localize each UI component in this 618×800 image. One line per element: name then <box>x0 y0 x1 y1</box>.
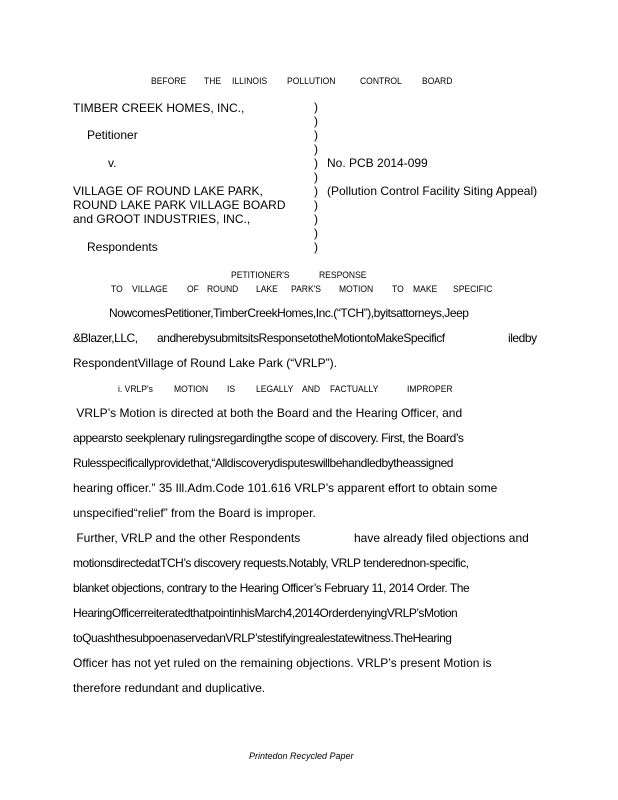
title-word: VILLAGE <box>132 284 168 294</box>
title-word: MAKE <box>413 284 438 294</box>
heading-word: BEFORE <box>151 76 187 86</box>
heading-word: ILLINOIS <box>232 76 268 86</box>
heading-word: BOARD <box>422 76 453 86</box>
body-line: unspecified“relief” from the Board is improper. <box>73 506 316 520</box>
heading-word: THE <box>204 76 222 86</box>
caption-paren: ) <box>314 114 318 128</box>
caption-paren: ) <box>314 128 318 142</box>
title-word: TO <box>111 284 123 294</box>
body-line: HearingOfficerreiteratedthatpointinhisMarch4,2014OrderdenyingVRLP’sMotion <box>73 606 458 620</box>
versus-label: v. <box>108 156 117 170</box>
title-word: RESPONSE <box>319 270 367 280</box>
title-word: SPECIFIC <box>453 284 493 294</box>
body-line: toQuashthesubpoenaservedanVRLP’stestifyingrealestatewitness.TheHearing <box>73 631 452 645</box>
body-line: Rulesspecificallyprovidethat,“Alldiscoverydisputeswillbehandledbytheassigned <box>73 456 454 470</box>
title-word: ROUND <box>207 284 239 294</box>
title-word: OF <box>187 284 199 294</box>
section-word: AND <box>302 384 321 394</box>
title-word: LAKE <box>256 284 278 294</box>
section-word: i. VRLP's <box>118 384 153 394</box>
section-word: LEGALLY <box>256 384 294 394</box>
body-line: have already filed objections and <box>354 531 529 545</box>
intro-line: RespondentVillage of Round Lake Park (“VRLP”). <box>73 356 337 370</box>
title-word: TO <box>392 284 404 294</box>
caption-paren: ) <box>314 212 318 226</box>
caption-paren: ) <box>314 156 318 170</box>
section-word: MOTION <box>174 384 209 394</box>
caption-paren: ) <box>314 100 318 114</box>
caption-paren: ) <box>314 240 318 254</box>
section-word: FACTUALLY <box>330 384 379 394</box>
body-line: Further, VRLP and the other Respondents <box>73 531 301 545</box>
body-line: blanket objections, contrary to the Hearing Officer’s February 11, 2014 Order. The <box>73 581 470 595</box>
respondent-line: and GROOT INDUSTRIES, INC., <box>73 212 251 226</box>
footer-text: Printedon Recycled Paper <box>249 751 354 761</box>
section-word: IS <box>227 384 236 394</box>
body-line: therefore redundant and duplicative. <box>73 681 266 695</box>
case-number: No. PCB 2014-099 <box>327 156 428 170</box>
caption-paren: ) <box>314 198 318 212</box>
caption-paren: ) <box>314 170 318 184</box>
caption-paren: ) <box>314 142 318 156</box>
intro-line: iledby <box>508 331 537 345</box>
intro-line: &Blazer,LLC, <box>73 331 138 345</box>
petitioner-label: Petitioner <box>87 128 138 142</box>
intro-line: andherebysubmitsitsResponsetotheMotiontoMakeSpecificf <box>157 331 445 345</box>
title-word: PARK'S <box>291 284 321 294</box>
caption-paren: ) <box>314 226 318 240</box>
body-line: appearsto seekplenary rulingsregardingthe scope of discovery. First, the Board’s <box>73 431 464 445</box>
body-line: hearing officer.” 35 Ill.Adm.Code 101.616 VRLP’s apparent effort to obtain some <box>73 481 498 495</box>
respondent-line: ROUND LAKE PARK VILLAGE BOARD <box>73 198 286 212</box>
caption-paren: ) <box>314 184 318 198</box>
heading-word: POLLUTION <box>287 76 336 86</box>
respondents-label: Respondents <box>87 240 158 254</box>
body-line: VRLP’s Motion is directed at both the Board and the Hearing Officer, and <box>73 406 463 420</box>
case-type: (Pollution Control Facility Siting Appeal) <box>327 184 538 198</box>
title-word: MOTION <box>339 284 374 294</box>
heading-word: CONTROL <box>360 76 402 86</box>
body-line: motionsdirectedatTCH’s discovery requests.Notably, VRLP tenderednon-specific, <box>73 556 469 570</box>
respondent-line: VILLAGE OF ROUND LAKE PARK, <box>73 184 263 198</box>
section-word: IMPROPER <box>407 384 453 394</box>
title-word: PETITIONER'S <box>231 270 290 280</box>
intro-line: NowcomesPetitioner,TimberCreekHomes,Inc.(“TCH”),byitsattorneys,Jeep <box>109 306 469 320</box>
body-line: Officer has not yet ruled on the remaining objections. VRLP’s present Motion is <box>73 656 492 670</box>
petitioner-name: TIMBER CREEK HOMES, INC., <box>73 101 245 115</box>
